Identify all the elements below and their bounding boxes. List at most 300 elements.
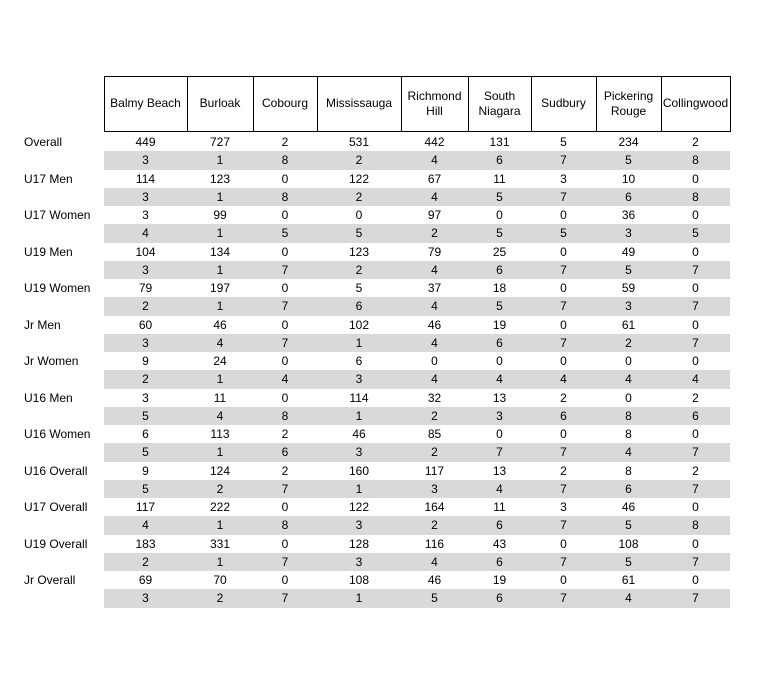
- team-header-line: Rouge: [610, 103, 647, 118]
- rank-cell: 8: [253, 407, 317, 425]
- points-cell: 2: [692, 135, 699, 150]
- team-header: [253, 76, 317, 131]
- points-cell: 99: [213, 208, 227, 223]
- rank-cell: 3: [104, 334, 187, 352]
- points-cell: 49: [621, 244, 636, 259]
- rank-cell: 7: [661, 443, 730, 461]
- rank-row: [0, 188, 730, 206]
- rank-cell: 6: [468, 553, 531, 571]
- points-cell: 0: [560, 354, 567, 369]
- rank-cell: 7: [661, 261, 730, 279]
- points-cell: 8: [625, 463, 632, 478]
- rank-cell: 7: [468, 443, 531, 461]
- points-cell: 61: [621, 317, 636, 332]
- rank-row: [0, 224, 730, 242]
- rank-cell: 6: [596, 480, 661, 498]
- rank-cell: 1: [317, 589, 401, 607]
- rank-cell: 7: [531, 553, 596, 571]
- points-cell: 222: [209, 500, 231, 515]
- rank-cell: 3: [317, 516, 401, 534]
- points-cell: 25: [492, 244, 507, 259]
- rank-cell: 4: [187, 407, 253, 425]
- rank-cell: 8: [661, 516, 730, 534]
- rank-row: [0, 370, 730, 388]
- team-header: [187, 76, 253, 131]
- rank-cell: 4: [401, 188, 468, 206]
- points-cell: 122: [348, 171, 370, 186]
- points-cell: 0: [496, 208, 503, 223]
- rank-cell: 1: [317, 480, 401, 498]
- points-cell: 0: [281, 573, 289, 588]
- points-cell: 0: [692, 317, 699, 332]
- rank-cell: 6: [596, 188, 661, 206]
- header-spacer-row: [0, 0, 730, 76]
- rank-cell: 1: [317, 407, 401, 425]
- rank-cell: 5: [401, 589, 468, 607]
- rank-cell: 6: [468, 261, 531, 279]
- points-cell: 164: [424, 500, 445, 515]
- points-cell: 5: [560, 135, 567, 150]
- rank-cell: 4: [661, 370, 730, 388]
- points-cell: 0: [431, 354, 438, 369]
- corner-cell: [0, 76, 104, 131]
- label-spacer: [0, 224, 104, 242]
- points-cell: 70: [213, 573, 227, 588]
- points-row: [0, 498, 730, 516]
- points-cell: 114: [135, 171, 156, 186]
- category-label: U16 Women: [24, 427, 91, 442]
- points-cell: 60: [138, 317, 153, 332]
- points-cell: 531: [348, 135, 370, 150]
- category-label: Jr Women: [24, 354, 79, 369]
- rank-cell: 7: [531, 480, 596, 498]
- points-cell: 123: [348, 244, 370, 259]
- label-spacer: [0, 261, 104, 279]
- team-header-line: Niagara: [478, 103, 521, 118]
- points-cell: 3: [560, 171, 567, 186]
- category-label: U17 Overall: [24, 500, 88, 515]
- points-cell: 134: [209, 244, 231, 259]
- points-cell: 10: [621, 171, 636, 186]
- rank-cell: 1: [187, 443, 253, 461]
- points-cell: 2: [281, 463, 289, 478]
- rank-cell: 6: [468, 516, 531, 534]
- points-cell: 18: [492, 281, 507, 296]
- points-cell: 0: [281, 354, 289, 369]
- rank-cell: 5: [531, 224, 596, 242]
- rank-row: [0, 151, 730, 169]
- points-cell: 449: [135, 135, 156, 150]
- rank-cell: 8: [661, 151, 730, 169]
- points-cell: 69: [138, 573, 153, 588]
- points-cell: 442: [424, 135, 445, 150]
- rank-row: [0, 480, 730, 498]
- rank-cell: 5: [596, 553, 661, 571]
- points-cell: 36: [621, 208, 636, 223]
- rank-cell: 4: [401, 370, 468, 388]
- rank-cell: 1: [187, 370, 253, 388]
- points-cell: 11: [493, 500, 506, 515]
- points-row: [0, 462, 730, 480]
- rank-cell: 7: [531, 261, 596, 279]
- points-cell: 37: [427, 281, 442, 296]
- rank-cell: 1: [317, 334, 401, 352]
- label-spacer: [0, 589, 104, 607]
- points-cell: 197: [209, 281, 231, 296]
- rank-cell: 1: [187, 516, 253, 534]
- rank-cell: 4: [531, 370, 596, 388]
- points-cell: 46: [352, 427, 366, 442]
- rank-cell: 7: [531, 188, 596, 206]
- rank-cell: 5: [104, 443, 187, 461]
- rank-row: [0, 516, 730, 534]
- points-cell: 0: [281, 244, 289, 259]
- rank-cell: 7: [531, 516, 596, 534]
- points-cell: 128: [348, 536, 370, 551]
- rank-cell: 6: [468, 334, 531, 352]
- points-cell: 2: [560, 463, 567, 478]
- points-row: [0, 352, 730, 370]
- points-cell: 79: [138, 281, 153, 296]
- rank-cell: 5: [104, 480, 187, 498]
- rank-row: [0, 261, 730, 279]
- points-cell: 0: [355, 208, 363, 223]
- rank-cell: 3: [104, 261, 187, 279]
- category-label: Jr Overall: [24, 573, 76, 588]
- team-header-line: Mississauga: [325, 96, 393, 110]
- points-cell: 79: [427, 244, 442, 259]
- points-cell: 0: [281, 171, 289, 186]
- rank-cell: 6: [531, 407, 596, 425]
- points-cell: 122: [348, 500, 370, 515]
- rank-cell: 7: [531, 151, 596, 169]
- rank-cell: 5: [317, 224, 401, 242]
- points-row: [0, 170, 730, 188]
- points-cell: 0: [281, 500, 289, 515]
- category-label: Jr Men: [24, 317, 61, 332]
- rank-cell: 2: [401, 443, 468, 461]
- category-label: U17 Women: [24, 208, 91, 223]
- rank-cell: 7: [253, 553, 317, 571]
- points-cell: 116: [424, 536, 445, 551]
- rank-cell: 3: [317, 553, 401, 571]
- team-header: [317, 76, 401, 131]
- points-cell: 0: [692, 208, 699, 223]
- points-cell: 19: [492, 317, 507, 332]
- points-cell: 2: [560, 390, 567, 405]
- points-cell: 0: [281, 390, 289, 405]
- points-cell: 43: [492, 536, 507, 551]
- points-cell: 85: [427, 427, 442, 442]
- points-cell: 160: [348, 463, 370, 478]
- points-cell: 3: [142, 208, 149, 223]
- points-cell: 102: [348, 317, 370, 332]
- rank-cell: 1: [187, 261, 253, 279]
- points-cell: 0: [560, 281, 567, 296]
- rank-cell: 2: [104, 297, 187, 315]
- label-spacer: [0, 443, 104, 461]
- points-row: [0, 206, 730, 224]
- rank-cell: 8: [661, 188, 730, 206]
- points-cell: 183: [135, 536, 156, 551]
- category-label: U19 Men: [24, 244, 73, 259]
- rank-cell: 3: [317, 370, 401, 388]
- rank-cell: 7: [661, 480, 730, 498]
- points-cell: 108: [348, 573, 370, 588]
- points-cell: 24: [213, 354, 227, 369]
- points-cell: 104: [135, 244, 156, 259]
- rank-cell: 7: [253, 297, 317, 315]
- rank-cell: 4: [401, 151, 468, 169]
- rank-cell: 2: [104, 370, 187, 388]
- points-cell: 117: [424, 463, 445, 478]
- rank-cell: 7: [661, 334, 730, 352]
- team-header-line: Collingwood: [662, 96, 729, 110]
- team-header-line: South: [483, 88, 516, 103]
- rank-cell: 1: [187, 188, 253, 206]
- rank-cell: 4: [401, 261, 468, 279]
- rank-cell: 7: [661, 297, 730, 315]
- rank-cell: 4: [401, 334, 468, 352]
- points-cell: 117: [135, 500, 156, 515]
- rank-cell: 4: [596, 370, 661, 388]
- rank-cell: 3: [104, 188, 187, 206]
- rank-cell: 2: [187, 480, 253, 498]
- points-cell: 2: [692, 463, 699, 478]
- label-spacer: [0, 370, 104, 388]
- points-cell: 5: [355, 281, 363, 296]
- rank-cell: 4: [401, 297, 468, 315]
- points-cell: 6: [142, 427, 149, 442]
- rank-cell: 1: [187, 151, 253, 169]
- rank-cell: 5: [596, 151, 661, 169]
- label-spacer: [0, 297, 104, 315]
- points-cell: 0: [692, 500, 699, 515]
- team-header-line: Balmy Beach: [110, 96, 181, 110]
- team-header: [531, 76, 596, 131]
- rank-cell: 5: [596, 261, 661, 279]
- category-label: U16 Men: [24, 390, 73, 405]
- category-label: U19 Women: [24, 281, 91, 296]
- rank-cell: 4: [401, 553, 468, 571]
- rank-cell: 6: [661, 407, 730, 425]
- label-spacer: [0, 151, 104, 169]
- rank-cell: 5: [468, 224, 531, 242]
- points-cell: 8: [625, 427, 632, 442]
- rank-cell: 3: [596, 224, 661, 242]
- points-cell: 0: [692, 281, 699, 296]
- label-spacer: [0, 553, 104, 571]
- points-row: [0, 243, 730, 261]
- points-cell: 0: [560, 536, 567, 551]
- points-cell: 6: [355, 354, 363, 369]
- category-label: Overall: [24, 135, 63, 150]
- rank-cell: 1: [187, 553, 253, 571]
- rank-cell: 7: [253, 334, 317, 352]
- points-cell: 0: [281, 281, 289, 296]
- points-cell: 0: [692, 171, 699, 186]
- team-header-line: Pickering: [603, 88, 654, 103]
- points-cell: 0: [625, 390, 632, 405]
- points-row: [0, 279, 730, 297]
- points-cell: 13: [492, 463, 507, 478]
- rank-cell: 7: [531, 297, 596, 315]
- team-header: [104, 76, 187, 131]
- points-cell: 19: [492, 573, 507, 588]
- label-spacer: [0, 188, 104, 206]
- rank-cell: 7: [253, 480, 317, 498]
- rank-row: [0, 297, 730, 315]
- points-row: [0, 571, 730, 589]
- rank-cell: 2: [401, 516, 468, 534]
- rank-cell: 2: [401, 407, 468, 425]
- points-cell: 11: [493, 171, 506, 186]
- team-header-line: Hill: [426, 103, 443, 118]
- rank-cell: 3: [596, 297, 661, 315]
- label-spacer: [0, 516, 104, 534]
- category-label: U17 Men: [24, 171, 73, 186]
- points-cell: 2: [692, 390, 699, 405]
- rank-cell: 7: [661, 589, 730, 607]
- rank-row: [0, 407, 730, 425]
- rank-cell: 3: [104, 589, 187, 607]
- rank-cell: 4: [104, 224, 187, 242]
- rank-cell: 5: [468, 188, 531, 206]
- team-header-line: Richmond: [407, 88, 462, 103]
- points-cell: 11: [213, 390, 227, 405]
- points-cell: 59: [621, 281, 636, 296]
- points-cell: 32: [427, 390, 442, 405]
- rank-cell: 8: [596, 407, 661, 425]
- points-row: [0, 425, 730, 443]
- rank-cell: 2: [187, 589, 253, 607]
- points-cell: 113: [210, 427, 230, 442]
- team-header: [661, 76, 730, 131]
- rank-cell: 4: [468, 480, 531, 498]
- rank-cell: 2: [596, 334, 661, 352]
- rank-cell: 8: [253, 151, 317, 169]
- rank-cell: 4: [468, 370, 531, 388]
- points-cell: 114: [349, 390, 369, 405]
- points-cell: 46: [427, 573, 442, 588]
- team-header-row: [0, 76, 730, 131]
- points-cell: 3: [142, 390, 149, 405]
- rank-cell: 1: [187, 297, 253, 315]
- points-cell: 0: [692, 573, 699, 588]
- rank-cell: 2: [317, 188, 401, 206]
- points-cell: 97: [427, 208, 442, 223]
- points-cell: 0: [560, 427, 567, 442]
- rank-cell: 6: [468, 589, 531, 607]
- points-row: [0, 316, 730, 334]
- label-spacer: [0, 407, 104, 425]
- rank-cell: 7: [253, 261, 317, 279]
- points-cell: 9: [142, 463, 149, 478]
- standings-body: [0, 133, 730, 608]
- rank-cell: 2: [401, 224, 468, 242]
- points-cell: 331: [209, 536, 231, 551]
- points-cell: 0: [625, 354, 632, 369]
- rank-cell: 3: [104, 151, 187, 169]
- points-cell: 46: [621, 500, 636, 515]
- team-header-line: Sudbury: [541, 96, 586, 110]
- rank-row: [0, 553, 730, 571]
- rank-cell: 3: [317, 443, 401, 461]
- rank-cell: 4: [187, 334, 253, 352]
- rank-row: [0, 589, 730, 607]
- rank-cell: 7: [661, 553, 730, 571]
- rank-cell: 5: [253, 224, 317, 242]
- points-cell: 13: [492, 390, 507, 405]
- points-cell: 0: [281, 317, 289, 332]
- rank-cell: 3: [468, 407, 531, 425]
- rank-cell: 5: [104, 407, 187, 425]
- points-cell: 0: [281, 536, 289, 551]
- points-cell: 67: [427, 171, 442, 186]
- category-label: U19 Overall: [24, 536, 88, 551]
- team-header: [401, 76, 468, 131]
- rank-cell: 2: [317, 151, 401, 169]
- team-header-line: Cobourg: [261, 96, 309, 110]
- points-cell: 46: [427, 317, 442, 332]
- points-cell: 0: [560, 244, 567, 259]
- rank-cell: 2: [104, 553, 187, 571]
- team-header: [468, 76, 531, 131]
- rank-cell: 7: [253, 589, 317, 607]
- rank-cell: 4: [596, 589, 661, 607]
- team-header-line: Burloak: [199, 96, 241, 110]
- points-cell: 0: [281, 208, 289, 223]
- rank-cell: 4: [596, 443, 661, 461]
- label-spacer: [0, 334, 104, 352]
- points-cell: 131: [489, 135, 510, 150]
- points-cell: 46: [213, 317, 227, 332]
- rank-cell: 7: [531, 589, 596, 607]
- rank-cell: 6: [468, 151, 531, 169]
- rank-cell: 5: [596, 516, 661, 534]
- points-cell: 61: [621, 573, 636, 588]
- points-cell: 0: [496, 427, 503, 442]
- rank-row: [0, 334, 730, 352]
- points-cell: 727: [209, 135, 231, 150]
- rank-row: [0, 443, 730, 461]
- rank-cell: 5: [468, 297, 531, 315]
- rank-cell: 6: [253, 443, 317, 461]
- points-cell: 0: [560, 317, 567, 332]
- points-cell: 2: [281, 427, 289, 442]
- points-row: [0, 133, 730, 151]
- points-cell: 0: [496, 354, 503, 369]
- points-row: [0, 535, 730, 553]
- category-label: U16 Overall: [24, 463, 88, 478]
- points-cell: 0: [692, 354, 699, 369]
- points-cell: 3: [560, 500, 567, 515]
- points-row: [0, 389, 730, 407]
- rank-cell: 6: [317, 297, 401, 315]
- points-cell: 124: [209, 463, 231, 478]
- points-cell: 123: [209, 171, 231, 186]
- points-cell: 0: [560, 573, 567, 588]
- points-cell: 0: [692, 536, 699, 551]
- rank-cell: 4: [253, 370, 317, 388]
- points-cell: 2: [281, 135, 289, 150]
- rank-cell: 4: [104, 516, 187, 534]
- team-header: [596, 76, 661, 131]
- points-cell: 0: [692, 244, 699, 259]
- points-cell: 0: [560, 208, 567, 223]
- rank-cell: 3: [401, 480, 468, 498]
- rank-cell: 8: [253, 188, 317, 206]
